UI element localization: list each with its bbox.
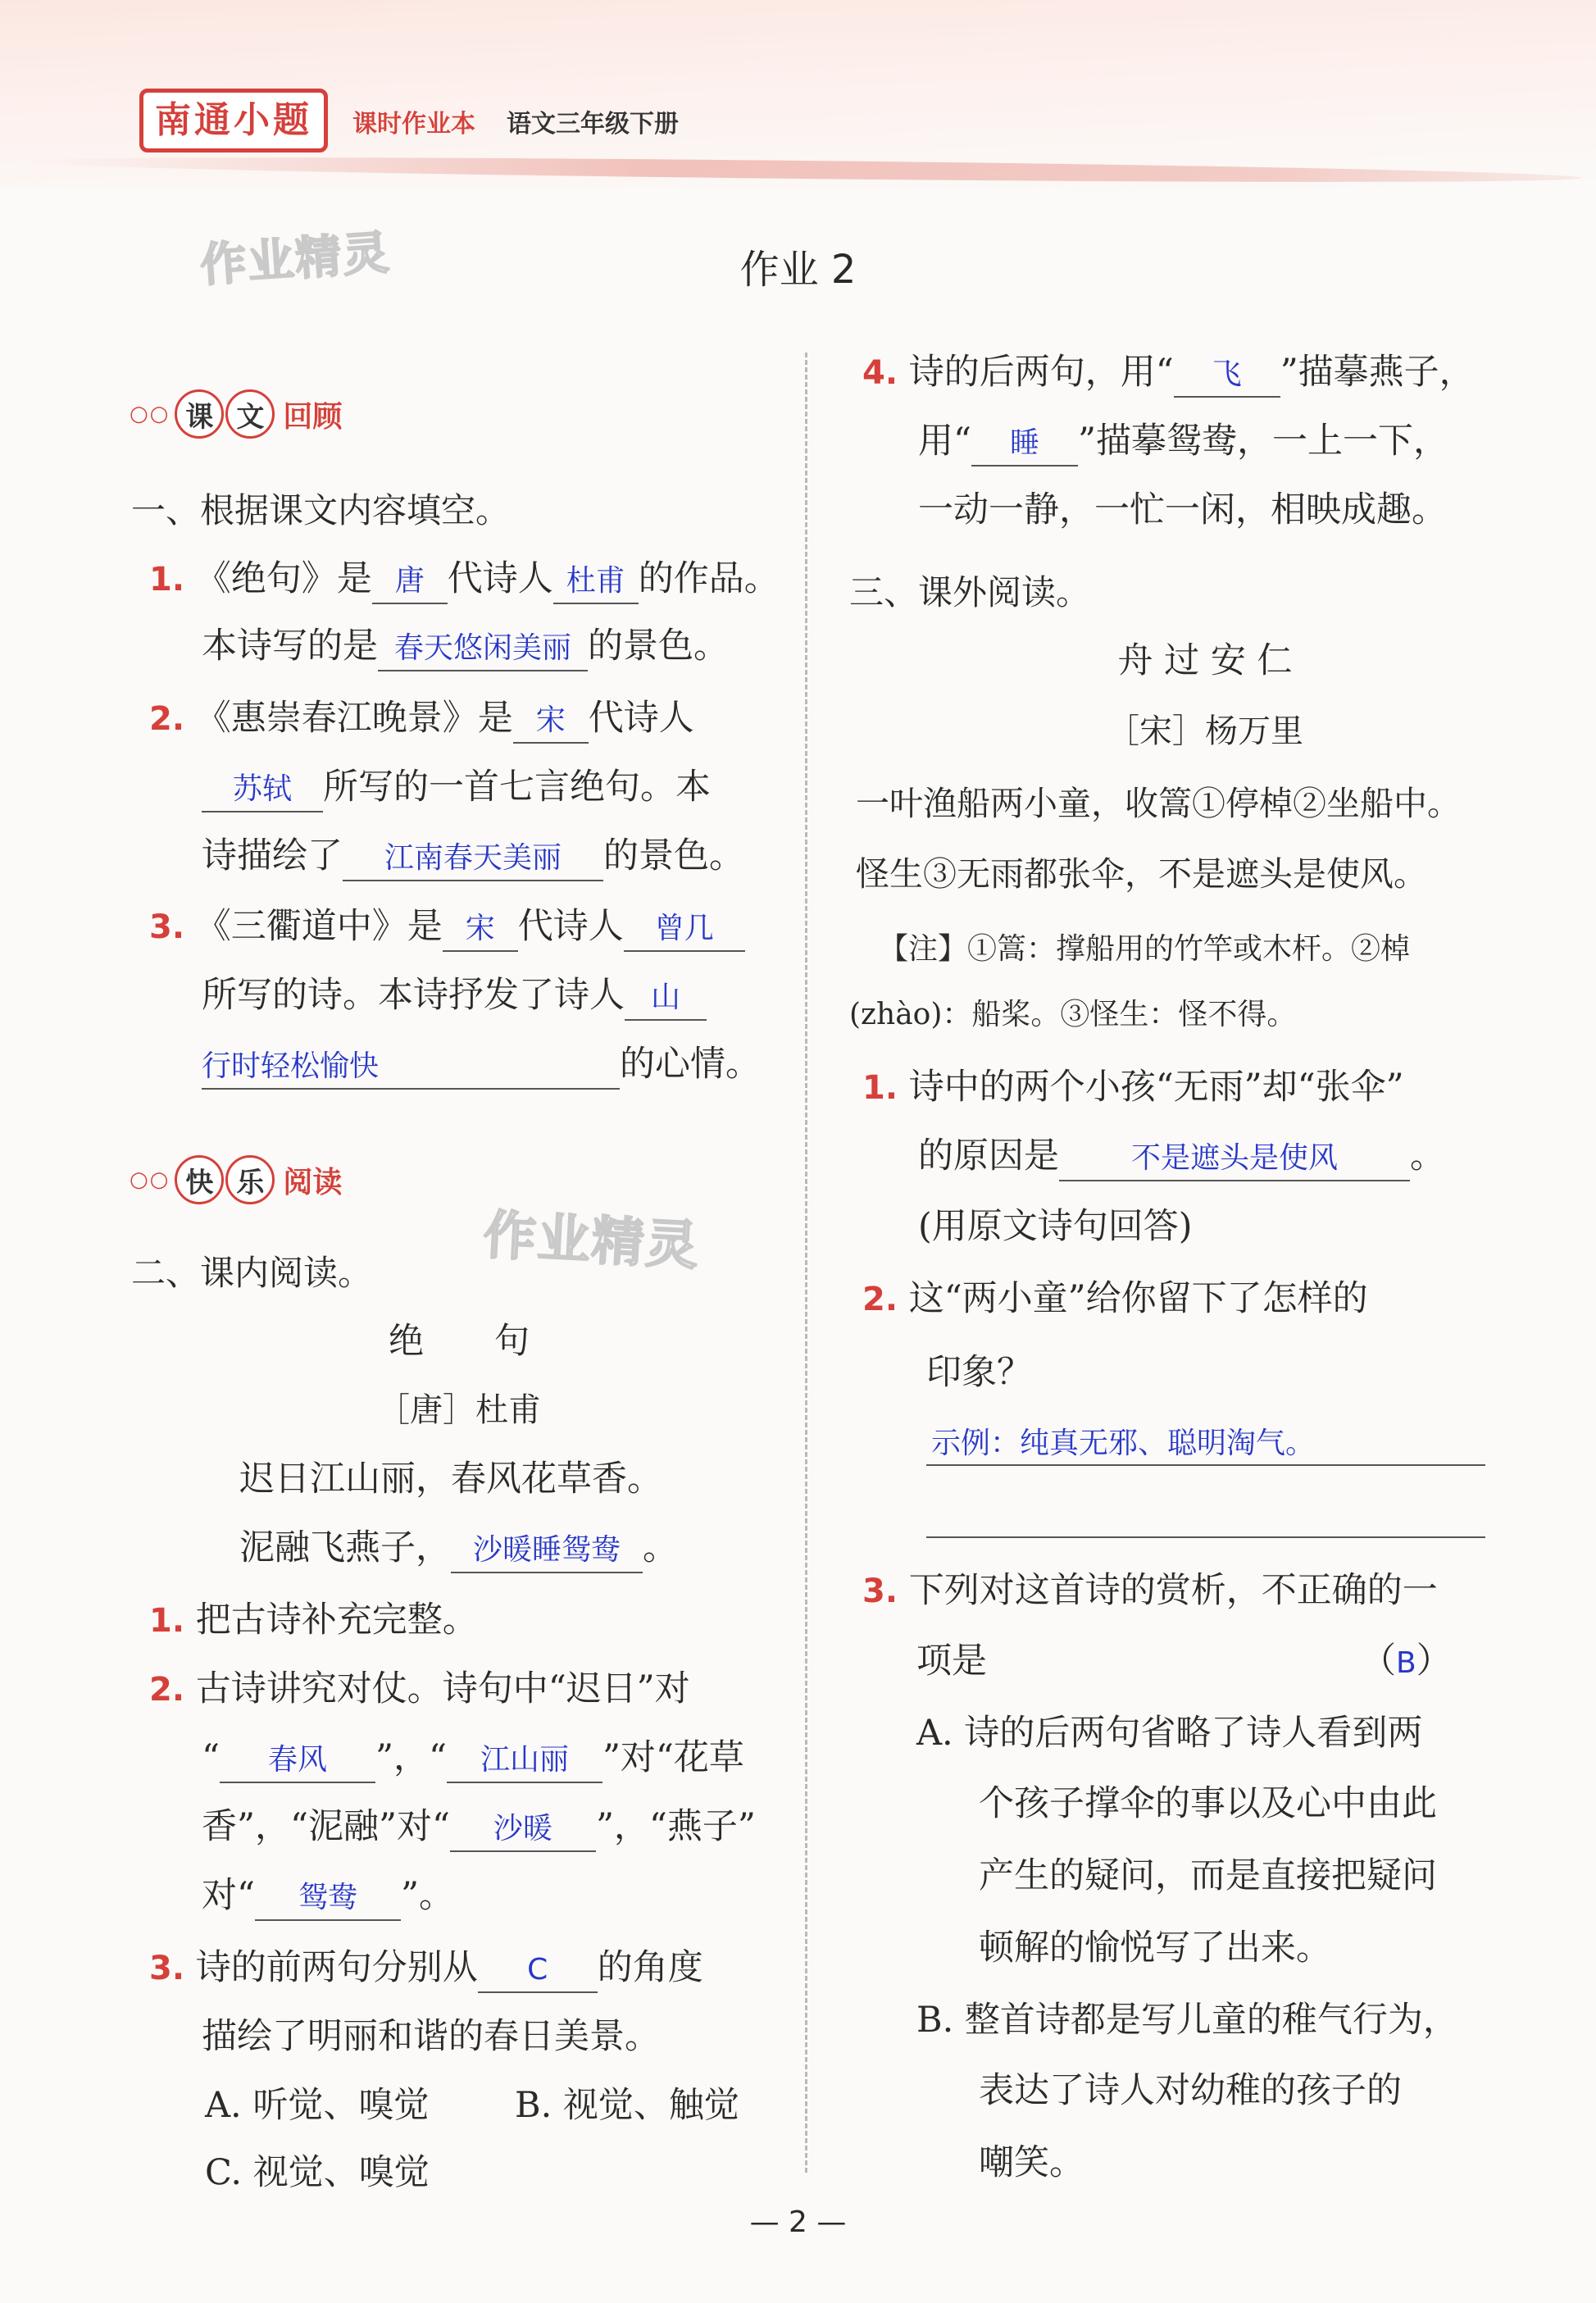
text: 的心情。: [620, 1044, 761, 1085]
text: 的景色。: [603, 835, 744, 876]
answer-blank: 唐: [372, 560, 448, 604]
reading-question-3-line-1: [149, 1943, 703, 1993]
extra-question-2-answer: 示例：纯真无邪、聪明淘气。: [931, 1427, 1316, 1460]
question-number: 4.: [862, 354, 898, 392]
question-number: 2.: [862, 1281, 898, 1318]
watermark: 作业精灵: [198, 225, 393, 294]
extra-question-1-line-3: (用原文诗句回答): [918, 1206, 1193, 1247]
reading-question-4-line-1: [862, 348, 1475, 398]
section-heading-3: 三、课外阅读。: [849, 572, 1091, 612]
extra-question-3-line-1: [862, 1566, 1438, 1616]
reading-question-3-line-2: 描绘了明丽和谐的春日美景。: [202, 2016, 660, 2057]
extra-question-1-line-1: [862, 1063, 1404, 1113]
option-b-line-2: 表达了诗人对幼稚的孩子的: [979, 2070, 1402, 2111]
text: 。: [1410, 1136, 1445, 1177]
extra-question-2-line-2: 印象？: [926, 1352, 1032, 1393]
answer-blank: 宋: [513, 699, 589, 744]
question-number: 1.: [149, 561, 185, 599]
text: 。: [643, 1527, 678, 1568]
reading-question-2-line-2: [202, 1733, 744, 1783]
text: ”对“花草: [602, 1737, 744, 1778]
option-a-line-4: 顿解的愉悦写了出来。: [979, 1928, 1331, 1968]
text: 《三衢道中》是: [195, 906, 443, 947]
answer-blank: 沙暖睡鸳鸯: [451, 1529, 643, 1573]
question-number: 1.: [862, 1069, 898, 1107]
banner-char: 课: [175, 389, 224, 439]
text: ”，“: [375, 1737, 447, 1778]
reading-question-2-line-1: [149, 1664, 690, 1714]
question-number: 2.: [149, 700, 185, 738]
answer-blank: 宋: [443, 908, 518, 952]
poem-author: ［唐］杜甫: [377, 1391, 541, 1429]
dots-decoration: ○○: [130, 402, 171, 426]
text: 的角度: [597, 1947, 703, 1988]
poem-line-1: 迟日江山丽，春风花草香。: [239, 1459, 662, 1500]
answer-parentheses: [1361, 1636, 1452, 1688]
question-number: 3.: [149, 1950, 185, 1987]
answer-line: [926, 1464, 1485, 1466]
answer-line: [926, 1536, 1485, 1538]
text: 代诗人: [447, 558, 553, 599]
answer-blank: 曾几: [624, 908, 745, 952]
poem-title: 绝 句: [389, 1321, 530, 1362]
banner-char: 乐: [225, 1155, 275, 1204]
text: （: [1361, 1641, 1396, 1682]
text: ”描摹燕子，: [1280, 352, 1475, 393]
text: 《惠崇春江晚景》是: [195, 698, 513, 739]
option-a-line-3: 产生的疑问，而是直接把疑问: [979, 1855, 1437, 1896]
text: ”，“燕子”: [595, 1806, 756, 1847]
dots-decoration: ○○: [130, 1167, 171, 1192]
question-3-line-3: [202, 1040, 761, 1090]
poem-title: 舟 过 安 仁: [1117, 640, 1293, 681]
text: ）: [1416, 1641, 1452, 1682]
text: 诗描绘了: [202, 835, 343, 876]
annotation-line-2: (zhào)：船桨。③怪生：怪不得。: [849, 998, 1297, 1031]
text: 用“: [918, 421, 971, 462]
answer-blank: C: [478, 1949, 598, 1993]
question-2-line-1: [149, 694, 694, 744]
answer-blank: 杜甫: [553, 560, 639, 604]
text: 古诗讲究对仗。诗句中“迟日”对: [195, 1668, 690, 1709]
answer-blank: 江南春天美丽: [343, 837, 603, 881]
watermark: 作业精灵: [481, 1205, 702, 1277]
answer-blank: 江山丽: [447, 1739, 602, 1783]
option-b-line-3: 嘲笑。: [979, 2142, 1084, 2183]
banner-char: 快: [175, 1155, 224, 1204]
text: 所写的诗。本诗抒发了诗人: [202, 975, 625, 1016]
section-banner-reading: [130, 1153, 342, 1207]
text: 香”，“泥融”对“: [202, 1806, 450, 1847]
reading-question-2-line-4: [202, 1871, 454, 1921]
reading-question-2-line-3: [202, 1802, 756, 1852]
answer-blank: 行时轻松愉快: [202, 1045, 620, 1090]
text: 《绝句》是: [195, 558, 372, 599]
text: 的原因是: [918, 1136, 1059, 1177]
text: 对“: [202, 1875, 255, 1916]
text: 泥融飞燕子，: [239, 1527, 451, 1568]
question-1-line-1: [149, 554, 780, 604]
extra-question-1-line-2: [918, 1131, 1445, 1181]
text: 诗中的两个小孩“无雨”却“张伞”: [908, 1067, 1404, 1108]
page-number: — 2 —: [749, 2205, 847, 2239]
text: ”描摹鸳鸯，一上一下，: [1077, 421, 1448, 462]
book-name: 语文三年级下册: [507, 110, 679, 139]
text: 这“两小童”给你留下了怎样的: [908, 1278, 1368, 1319]
banner-char: 文: [225, 389, 275, 439]
answer-blank: 春天悠闲美丽: [378, 627, 588, 671]
answer-blank: 鸳鸯: [255, 1877, 401, 1921]
question-3-line-1: [149, 902, 745, 952]
annotation-line-1: 【注】①篙：撑船用的竹竿或木杆。②棹: [879, 932, 1411, 966]
question-number: 3.: [862, 1573, 898, 1610]
option-a-line-2: 个孩子撑伞的事以及心中由此: [979, 1783, 1437, 1824]
extra-question-2-line-1: [862, 1274, 1368, 1324]
answer-blank: 沙暖: [450, 1808, 596, 1852]
answer-blank: 睡: [971, 422, 1078, 467]
section-banner-review: [130, 387, 342, 441]
option-b-line-1: B. 整首诗都是写儿童的稚气行为，: [916, 2000, 1458, 2041]
option-a-line-1: A. 诗的后两句省略了诗人看到两: [916, 1713, 1423, 1754]
extra-question-3-line-2: 项是: [916, 1641, 987, 1682]
banner-label: 阅读: [283, 1165, 343, 1199]
reading-question-1: [149, 1595, 478, 1645]
series-name: 课时作业本: [352, 110, 475, 139]
text: ”。: [400, 1875, 454, 1916]
column-divider: [805, 353, 807, 2173]
text: 的作品。: [638, 558, 780, 599]
option-b: B. 视觉、触觉: [515, 2085, 739, 2126]
answer-blank: 山: [625, 976, 707, 1021]
question-3-line-2: [202, 971, 707, 1021]
text: “: [202, 1737, 220, 1778]
answer-blank: 飞: [1174, 353, 1280, 398]
text: 本诗写的是: [202, 626, 378, 667]
answer-choice: B: [1396, 1646, 1416, 1680]
question-2-line-2: [202, 762, 711, 812]
page-title: 作业 2: [739, 247, 857, 293]
text: 代诗人: [588, 698, 694, 739]
poem-line-2: 怪生③无雨都张伞，不是遮头是使风。: [856, 854, 1427, 894]
section-heading-1: 一、根据课文内容填空。: [131, 490, 511, 530]
text: 下列对这首诗的赏析，不正确的一: [908, 1570, 1438, 1611]
answer-blank: 不是遮头是使风: [1059, 1137, 1410, 1181]
poem-line-1: 一叶渔船两小童，收篙①停棹②坐船中。: [856, 784, 1461, 823]
text: 的景色。: [588, 626, 729, 667]
reading-question-4-line-2: [918, 416, 1448, 467]
option-c: C. 视觉、嗅觉: [205, 2152, 430, 2193]
brand-logo: 南通小题: [139, 89, 328, 152]
question-number: 1.: [149, 1602, 185, 1640]
text: 诗的后两句，用“: [908, 352, 1174, 393]
poem-line-2: [239, 1523, 678, 1573]
text: 代诗人: [517, 906, 624, 947]
answer-blank: 春风: [220, 1739, 375, 1783]
option-a: A. 听觉、嗅觉: [205, 2085, 430, 2126]
text: 把古诗补充完整。: [195, 1600, 478, 1641]
section-heading-2: 二、课内阅读。: [131, 1253, 373, 1293]
question-number: 2.: [149, 1671, 185, 1709]
answer-blank: 苏轼: [202, 768, 323, 812]
banner-label: 回顾: [283, 399, 343, 434]
poem-author: ［宋］杨万里: [1107, 712, 1303, 750]
question-number: 3.: [149, 908, 185, 946]
text: 所写的一首七言绝句。本: [323, 767, 711, 808]
reading-question-4-line-3: 一动一静，一忙一闲，相映成趣。: [918, 489, 1447, 530]
text: 诗的前两句分别从: [195, 1947, 478, 1988]
question-2-line-3: [202, 831, 744, 881]
question-1-line-2: [202, 621, 729, 671]
